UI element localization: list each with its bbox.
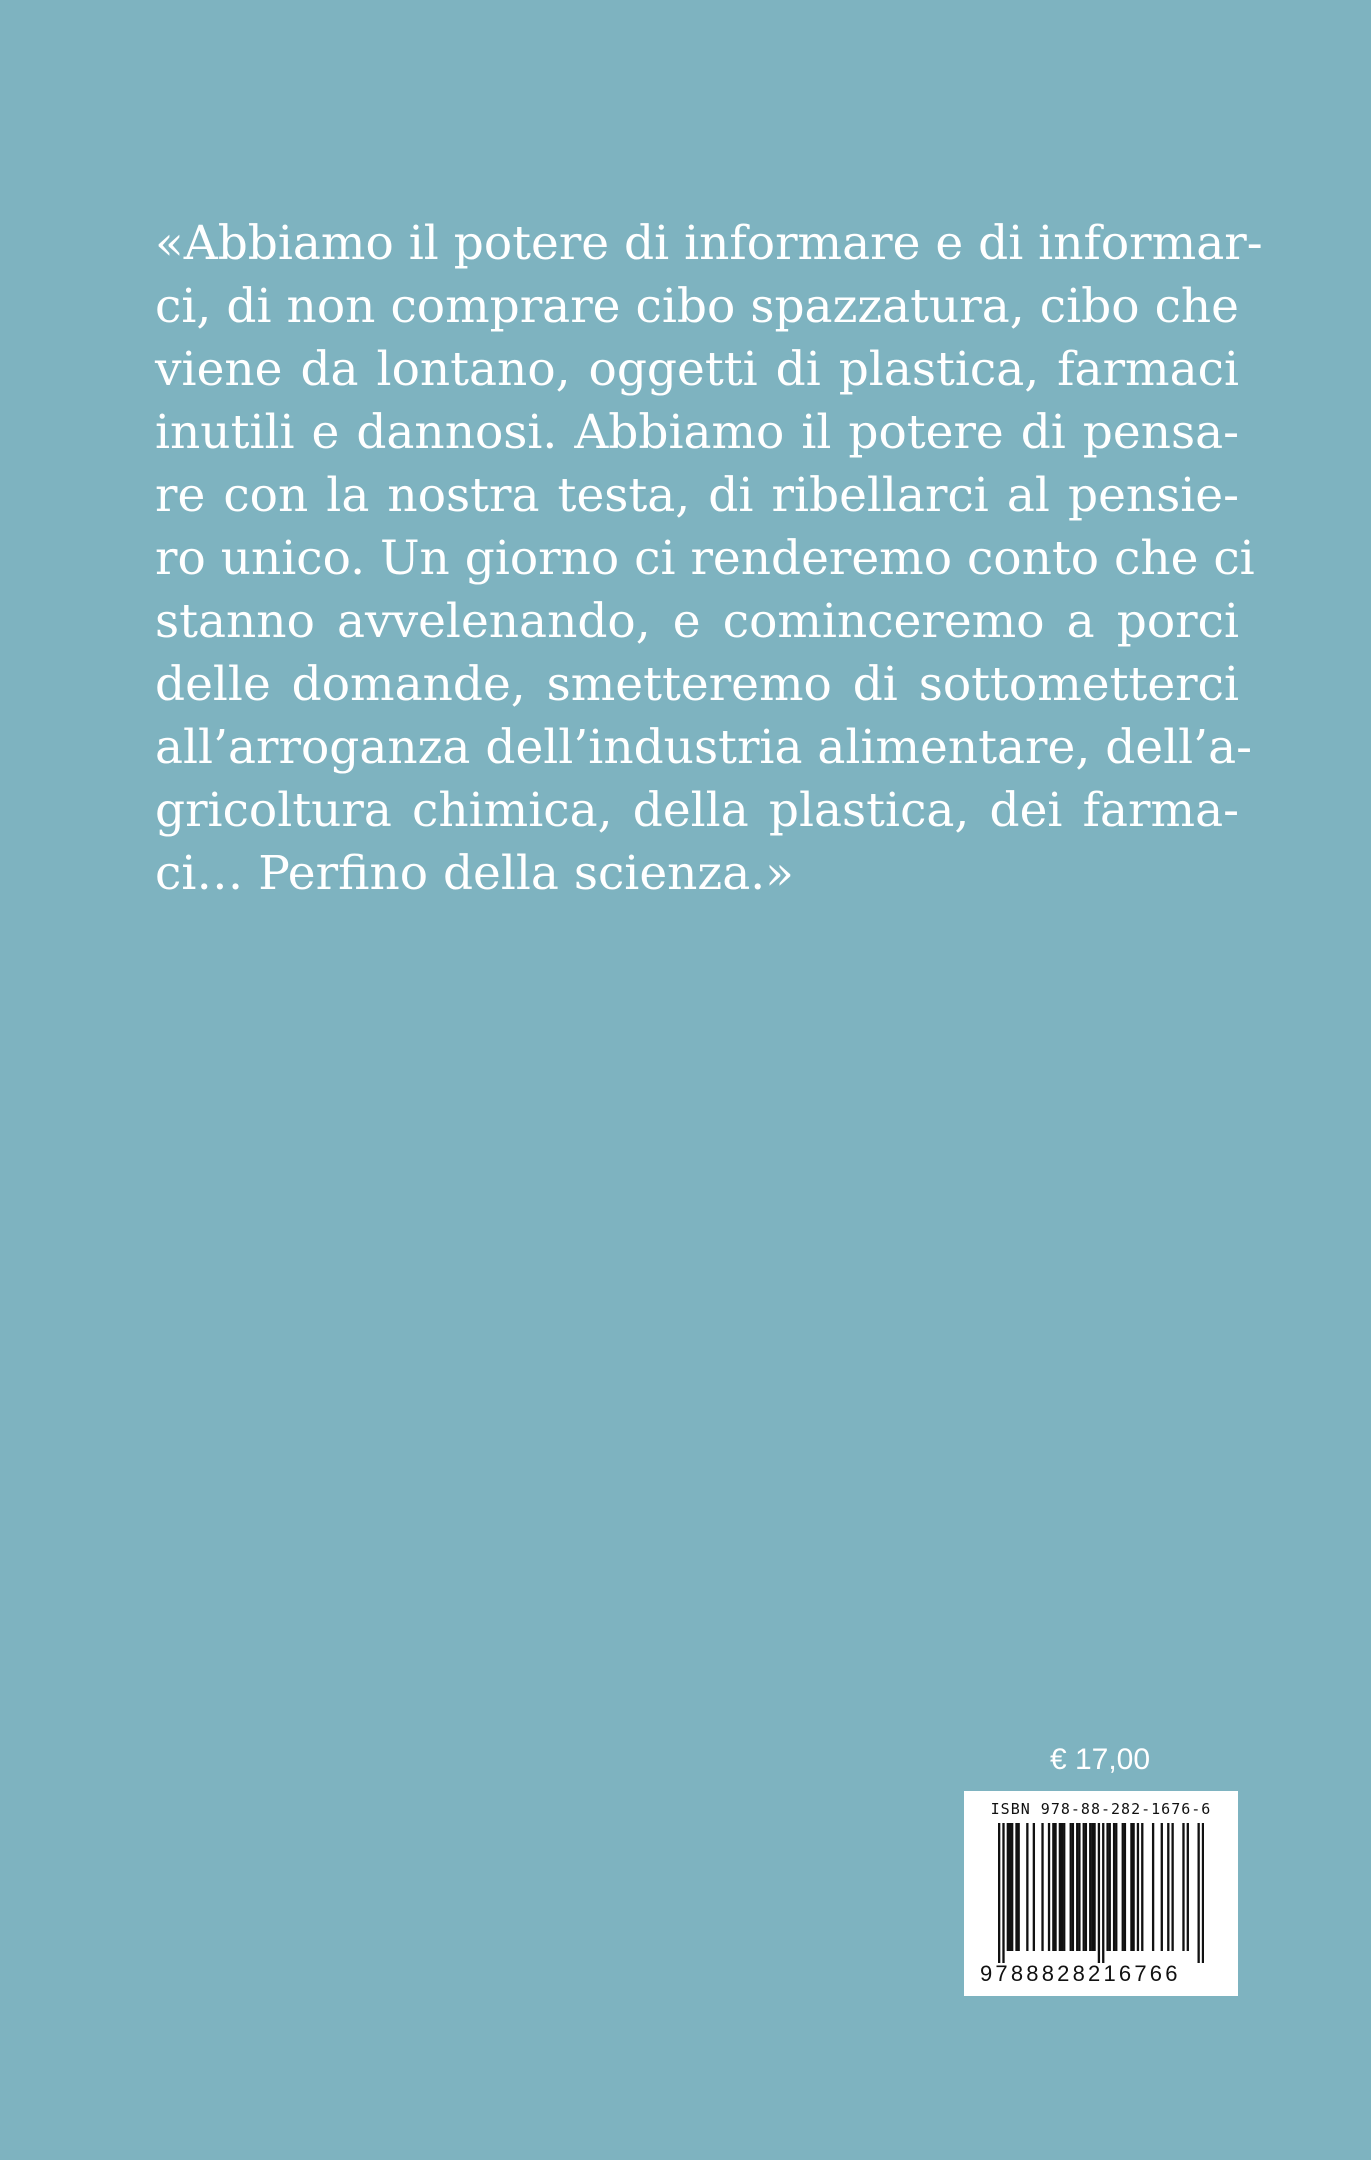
back-cover-quote (155, 212, 1263, 905)
barcode-bar (1137, 1823, 1139, 1951)
barcode-bar (1109, 1823, 1111, 1951)
barcode-bar (1091, 1823, 1093, 1951)
barcode-bar (1070, 1823, 1072, 1951)
quote-line: re con la nostra testa, di ribellarci al pensie- (155, 468, 1239, 523)
barcode-bar (1093, 1823, 1095, 1951)
barcode-bar (1152, 1823, 1154, 1951)
barcode-bar (1171, 1823, 1173, 1951)
quote-line: «Abbiamo il potere di informare e di informar- (155, 216, 1263, 271)
barcode-bar (1122, 1823, 1124, 1951)
quote-line: inutili e dannosi. Abbiamo il potere di pensa- (155, 405, 1239, 460)
barcode-bar (1054, 1823, 1056, 1951)
barcode-bar (1048, 1823, 1050, 1951)
barcode-guard-bar (1098, 1823, 1100, 1963)
barcode-bar (1076, 1823, 1078, 1951)
barcode-bar (1018, 1823, 1020, 1951)
barcode-bar (1061, 1823, 1063, 1951)
barcode-bar (1078, 1823, 1080, 1951)
barcode-bar (1085, 1823, 1087, 1951)
quote-line: stanno avvelenando, e cominceremo a porci (155, 594, 1239, 649)
price-label: € 17,00 (1049, 1743, 1151, 1776)
quote-line: gricoltura chimica, della plastica, dei farma- (155, 783, 1239, 838)
barcode-bar (1015, 1823, 1017, 1951)
barcode-bar (1124, 1823, 1126, 1951)
barcode-bar (1106, 1823, 1108, 1951)
barcode-bar (1083, 1823, 1085, 1951)
barcode-guard-bar (1102, 1823, 1104, 1963)
barcode-guard-bar (1202, 1823, 1204, 1963)
isbn-barcode-box (964, 1791, 1238, 1996)
barcode-bar (1161, 1823, 1163, 1951)
barcode-bar (1115, 1823, 1117, 1951)
barcode-digits: 9788828216766 (980, 1961, 1181, 1986)
barcode-guard-bar (998, 1823, 1000, 1963)
isbn-label: ISBN 978-88-282-1676-6 (990, 1800, 1212, 1818)
barcode-bar (1052, 1823, 1054, 1951)
barcode-guard-bar (1002, 1823, 1004, 1963)
barcode-guard-bar (1197, 1823, 1199, 1963)
barcode-bars (998, 1823, 1204, 1963)
barcode-bar (1072, 1823, 1074, 1951)
barcode-bar (1026, 1823, 1028, 1951)
barcode-bar (1130, 1823, 1132, 1951)
barcode-bar (1113, 1823, 1115, 1951)
barcode-bar (1141, 1823, 1143, 1951)
barcode-bar (1033, 1823, 1035, 1951)
quote-line: ci… Perfino della scienza.» (155, 846, 794, 901)
barcode-bar (1089, 1823, 1091, 1951)
barcode-bar (1187, 1823, 1189, 1951)
barcode-bar (1007, 1823, 1009, 1951)
barcode-bar (1182, 1823, 1184, 1951)
barcode-bar (1009, 1823, 1011, 1951)
quote-line: ci, di non comprare cibo spazzatura, cibo che (155, 279, 1239, 334)
barcode-bar (1011, 1823, 1013, 1951)
barcode-bar (1059, 1823, 1061, 1951)
quote-line: all’arroganza dell’industria alimentare, dell’a- (155, 720, 1253, 775)
quote-line: viene da lontano, oggetti di plastica, farmaci (155, 342, 1239, 397)
barcode-bar (1167, 1823, 1169, 1951)
barcode-bar (1132, 1823, 1134, 1951)
quote-line: ro unico. Un giorno ci renderemo conto che ci (155, 531, 1255, 586)
barcode-bar (1041, 1823, 1043, 1951)
barcode-bar (1063, 1823, 1065, 1951)
quote-line: delle domande, smetteremo di sottometterci (155, 657, 1239, 712)
